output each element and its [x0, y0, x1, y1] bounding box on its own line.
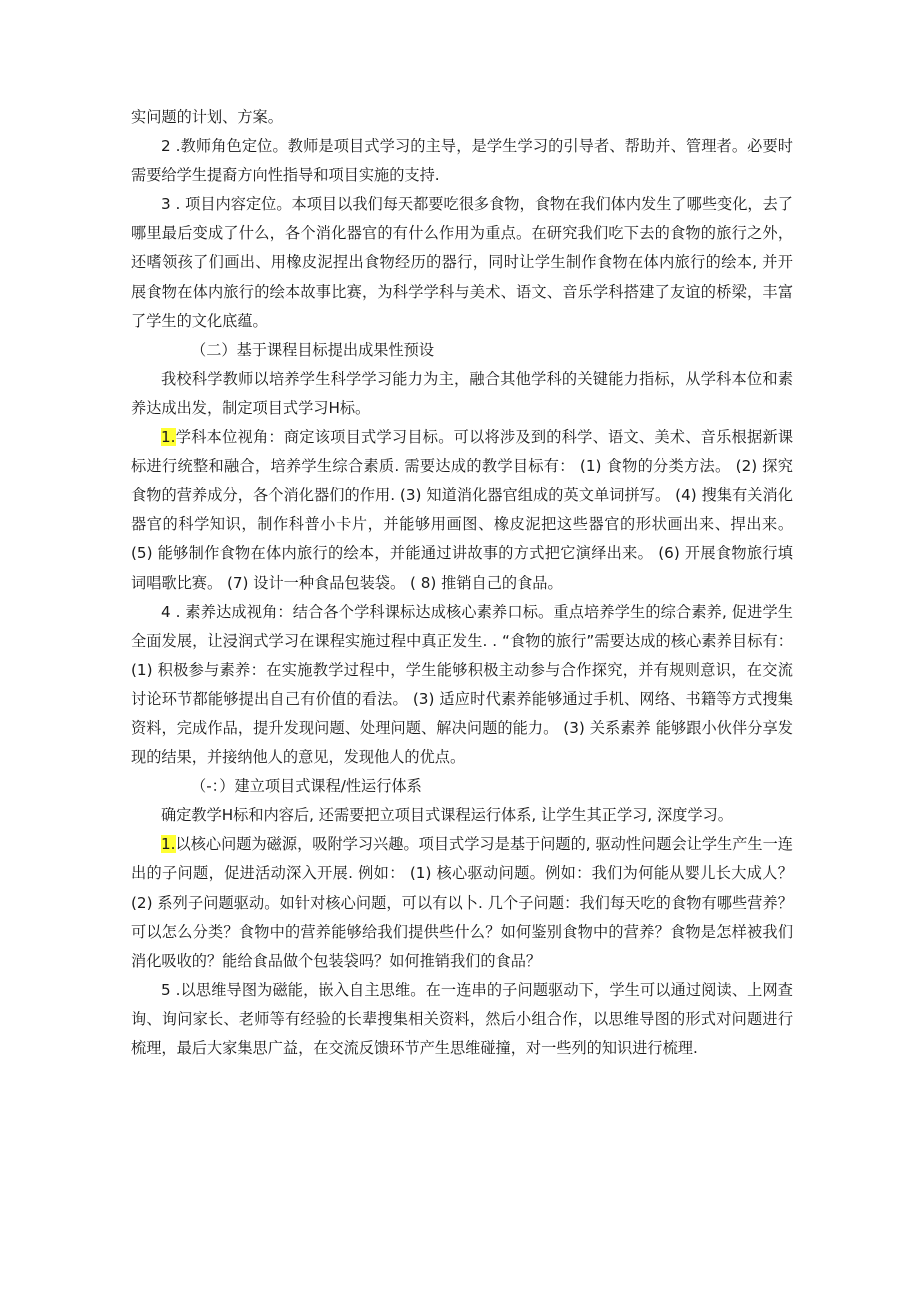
- paragraph-subject-perspective: [131, 423, 793, 598]
- paragraph-teacher-role: 2 .教师角色定位。教师是项目式学习的主导，是学生学习的引导者、帮助并、管理者。必要时需要给学生提裔方向性指导和项目实施的支持.: [131, 137, 793, 185]
- paragraph-text: 以核心问题为磁源，吸附学习兴趣。项目式学习是基于问题的, 驱动性问题会让学生产生一连出的子问题，促进活动深入开展. 例如： (1) 核心驱动问题。例如：我们为何能从婴儿长大成人？ (2) 系列子问题驱动。如针对核心问题，可以有以卜. 几个子问题：我们每天吃的食物有哪些营养？可以怎么分类？食物中的营养能够给我们提供些什么？如何鉴别食物中的营养？食物是怎样被我们消化吸收的？能给食品做个包装袋吗？如何推销我们的食品？: [131, 835, 793, 970]
- paragraph-school-goals: 我校科学教师以培养学生科学学习能力为主，融合其他学科的关键能力指标，从学科本位和素养达成出发，制定项目式学习H标。: [131, 369, 793, 417]
- paragraph-system-intro: 确定教学H标和内容后, 还需要把立项目式课程运行体系, 让学生其正学习, 深度学习。: [161, 806, 733, 825]
- paragraph-literacy-perspective: 4 . 素养达成视角：结合各个学科课标达成核心素养口标。重点培养学生的综合素养, 促进学生全面发展，让浸润式学习在课程实施过程中真正发生. . “食物的旅行”需要达成的核心素养目标有： (1) 积极参与素养：在实施教学过程中，学生能够积极主动参与合作探究，并有规则意识，在交流讨论环节都能够提出自己有价值的看法。 (3) 适应时代素养能够通过手机、网络、书籍等方式搜集资料，完成作品，提升发现问题、处理问题、解决问题的能力。 (3) 关系素养 能够跟小伙伴分享发现的结果，并接纳他人的意见，发现他人的优点。: [131, 602, 793, 767]
- paragraph-core-questions: [131, 830, 793, 975]
- section-heading-operation-system: （-：）建立项目式课程/性运行体系: [191, 777, 422, 796]
- highlight-marker: 1.: [161, 835, 176, 854]
- paragraph-mind-map: 5 .以思维导图为磁能，嵌入自主思维。在一连串的子问题驱动下，学生可以通过阅读、上网查询、询问家长、老师等有经验的长辈搜集相关资料，然后小组合作，以思维导图的形式对问题进行梳理，最后大家集思广益，在交流反馈环节产生思维碰撞，对一些列的知识进行梳理.: [131, 980, 793, 1057]
- highlight-marker: 1.: [161, 428, 176, 447]
- paragraph-continuation: 实问题的计划、方案。: [131, 108, 283, 126]
- paragraph-content-positioning: 3 . 项目内容定位。本项目以我们每天都要吃很多食物，食物在我们体内发生了哪些变化，去了哪里最后变成了什么，各个消化器官的有什么作用为重点。在研究我们吃下去的食物的旅行之外，还嗜领孩了们画出、用橡皮泥捏出食物经历的器行，同时让学生制作食物在体内旅行的绘本, 并开展食物在体内旅行的绘本故事比赛，为科学学科与美术、语文、音乐学科搭建了友谊的桥梁，丰富了学生的文化底蕴。: [131, 195, 793, 330]
- document-body: [131, 103, 793, 1063]
- section-heading-outcome-presets: （二）基于课程目标提出成果性预设: [191, 340, 434, 359]
- paragraph-text: 学科本位视角：商定该项目式学习目标。可以将涉及到的科学、语文、美术、音乐根据新课标进行统整和融合，培养学生综合素质. 需要达成的教学目标有： (1) 食物的分类方法。 (2) 探究食物的营养成分，各个消化器们的作用. (3) 知道消化器官组成的英文单词拼写。 (4) 搜集有关消化器官的科学知识，制作科普小卡片，并能够用画图、橡皮泥把这些器官的形状画出来、捍出来。 (5) 能够制作食物在体内旅行的绘本，并能通过讲故事的方式把它演绎出来。 (6) 开展食物旅行填词唱歌比赛。 (7) 设计一种食品包装袋。 ( 8) 推销自己的食品。: [131, 428, 793, 592]
